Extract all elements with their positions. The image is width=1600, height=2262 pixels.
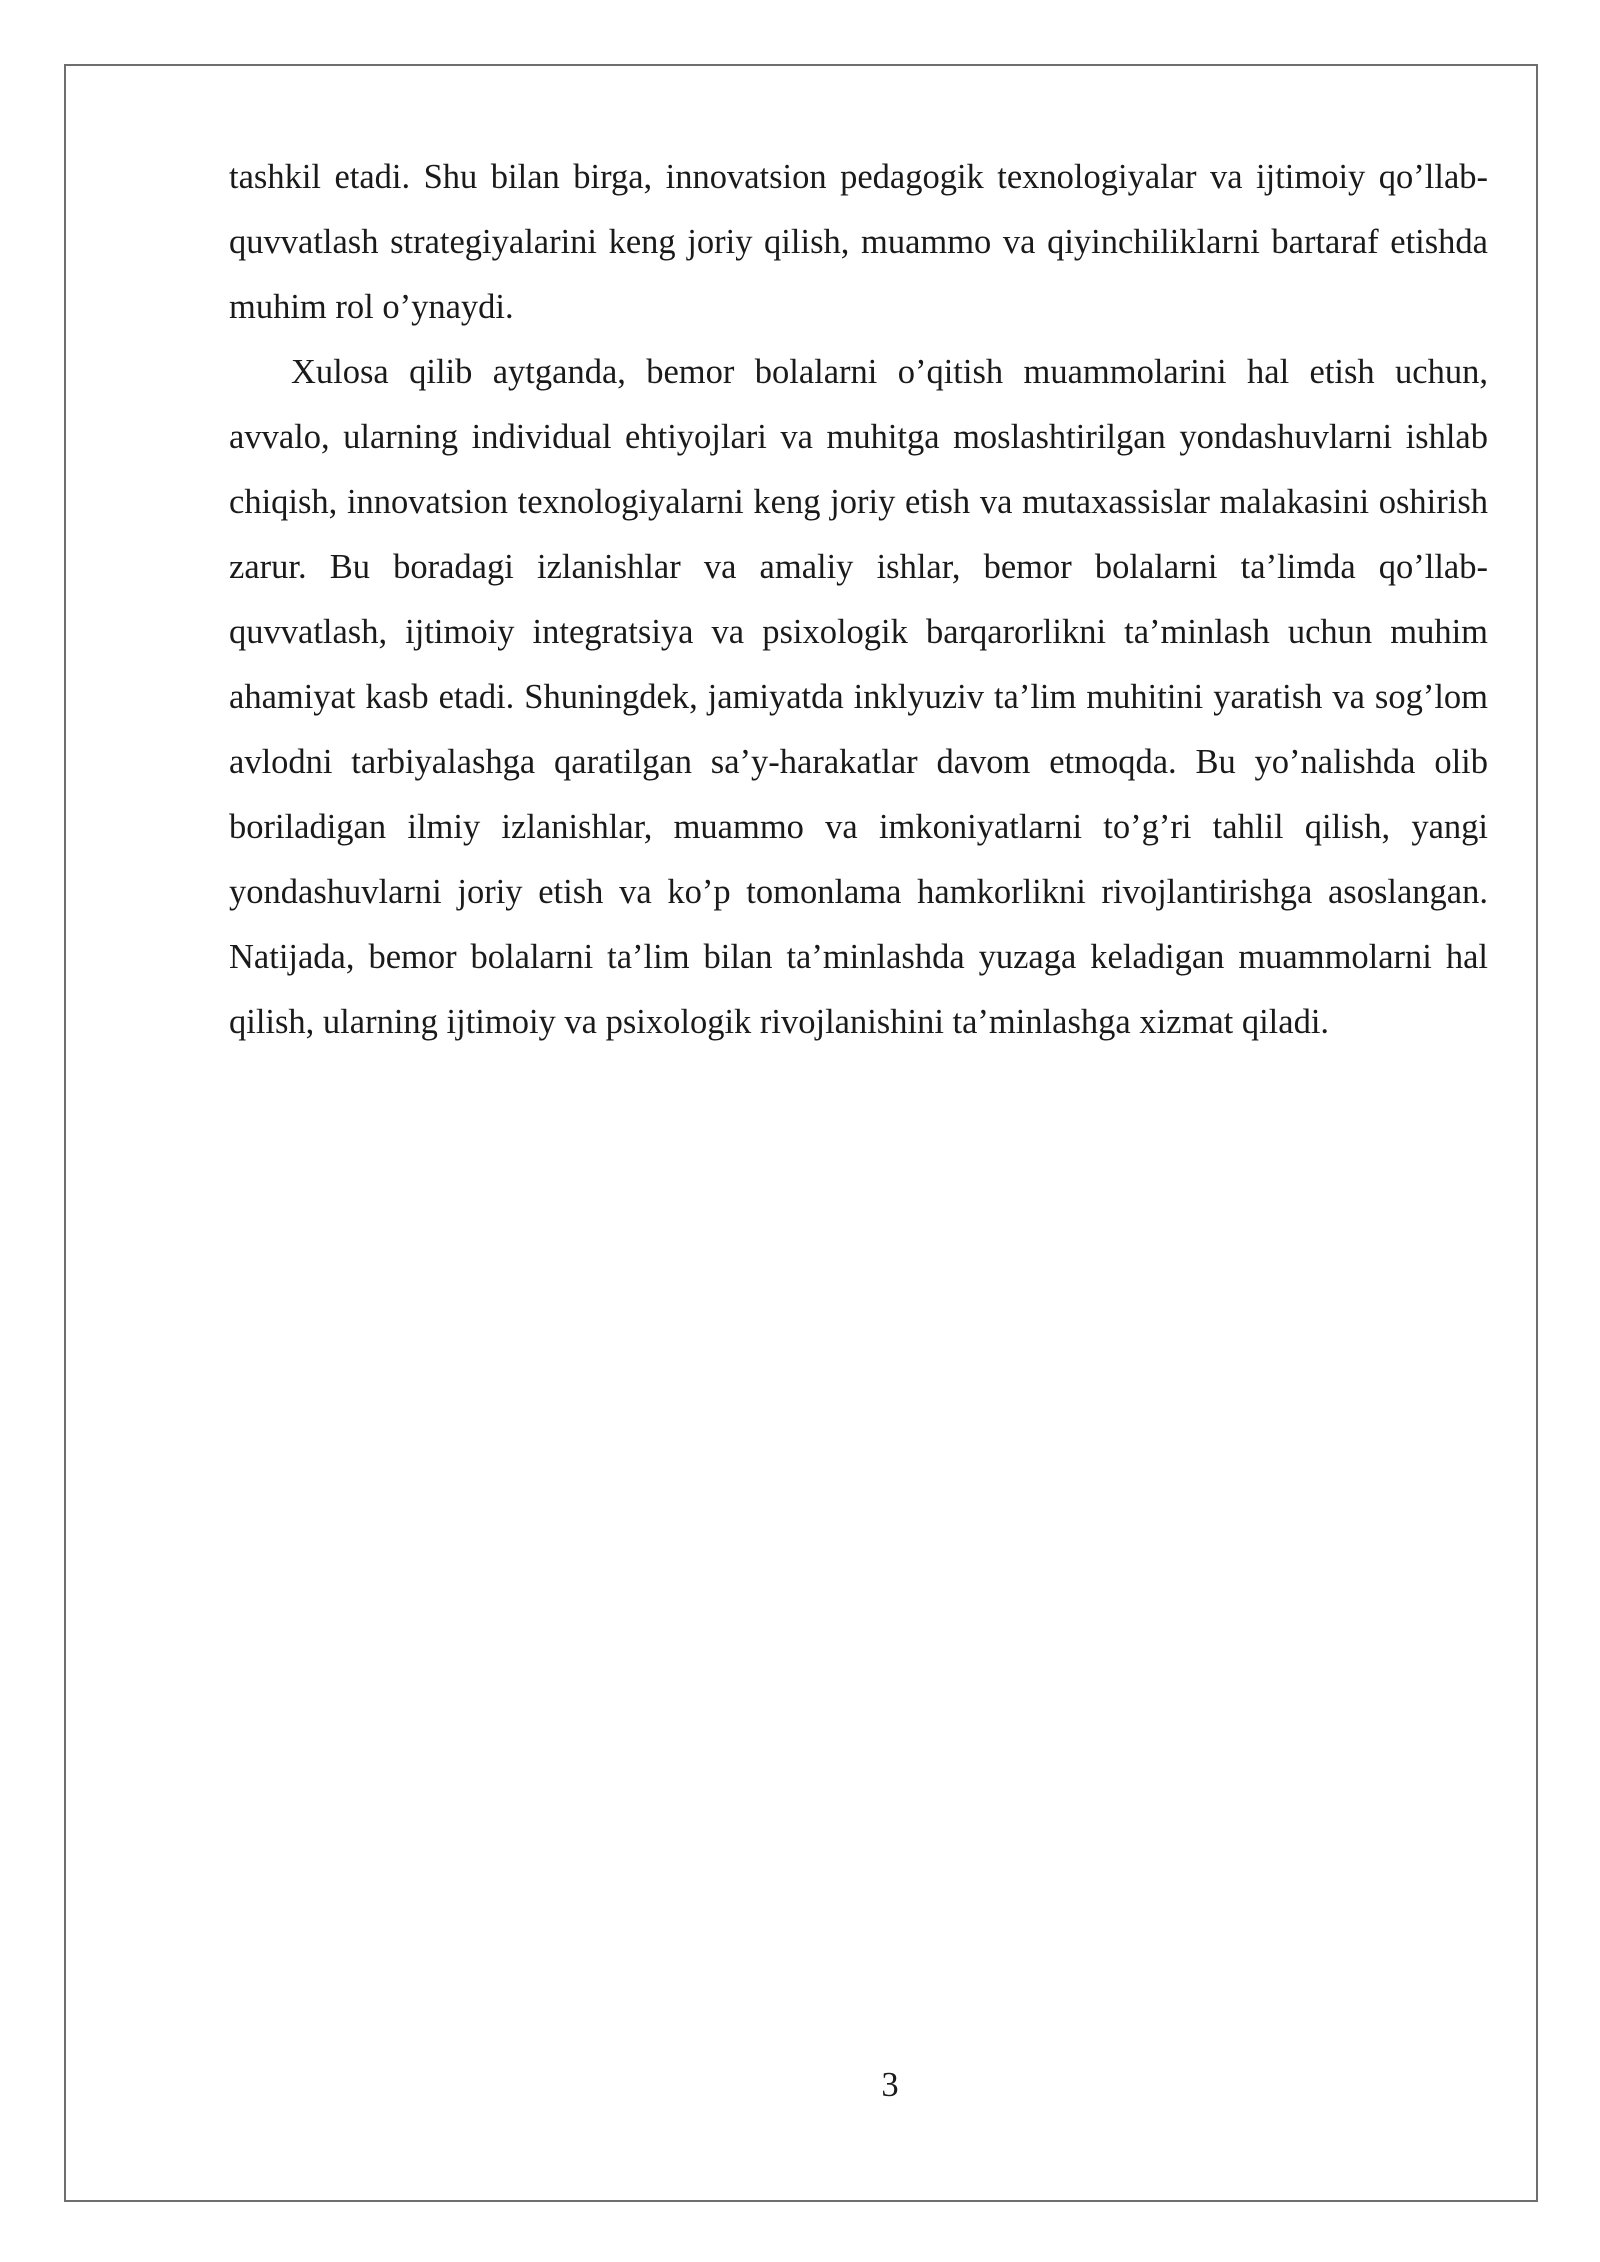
paragraph-conclusion: Xulosa qilib aytganda, bemor bolalarni o’qitish muammolarini hal etish uchun, avvalo, ularning individual ehtiyojlari va muhitga moslashtirilgan yondashuvlarni ishlab chiqish, innovatsion texnologiyalarni keng joriy etish va mutaxassislar malakasini oshirish zarur. Bu boradagi izlanishlar va amaliy ishlar, bemor bolalarni ta’limda qo’llab-quvvatlash, ijtimoiy integratsiya va psixologik barqarorlikni ta’minlash uchun muhim ahamiyat kasb etadi. Shuningdek, jamiyatda inklyuziv ta’lim muhitini yaratish va sog’lom avlodni tarbiyalashga qaratilgan sa’y-harakatlar davom etmoqda. Bu yo’nalishda olib boriladigan ilmiy izlanishlar, muammo va imkoniyatlarni to’g’ri tahlil qilish, yangi yondashuvlarni joriy etish va ko’p tomonlama hamkorlikni rivojlantirishga asoslangan. Natijada, bemor bolalarni ta’lim bilan ta’minlashda yuzaga keladigan muammolarni hal qilish, ularning ijtimoiy va psixologik rivojlanishini ta’minlashga xizmat qiladi.: [229, 353, 1488, 1041]
page-number: 3: [881, 2066, 899, 2104]
document-body: [229, 145, 1488, 1055]
paragraph-continuation: tashkil etadi. Shu bilan birga, innovatsion pedagogik texnologiyalar va ijtimoiy qo’llab-quvvatlash strategiyalarini keng joriy qilish, muammo va qiyinchiliklarni bartaraf etishda muhim rol o’ynaydi.: [229, 158, 1488, 326]
